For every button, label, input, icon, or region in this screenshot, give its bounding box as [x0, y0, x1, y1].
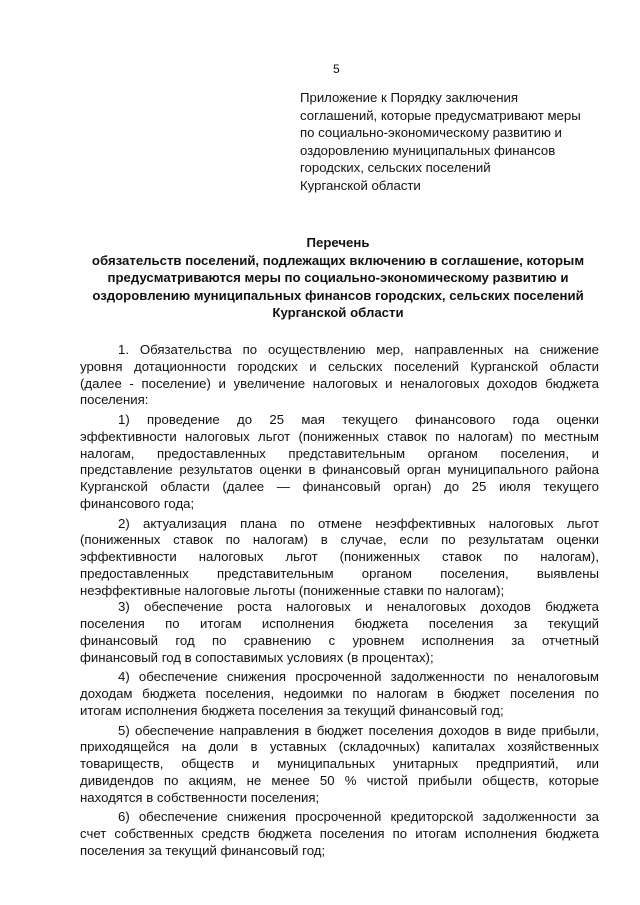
body-line: доходам бюджета поселения, недоимки по налогам в бюджет поселения по — [80, 686, 599, 701]
appendix-line: городских, сельских поселений — [300, 160, 491, 176]
body-line: финансовый год в сопоставимых условиях (в процентах); — [80, 649, 434, 665]
body-line: находятся в собственности поселения; — [80, 789, 320, 805]
appendix-line: Приложение к Порядку заключения — [300, 90, 519, 105]
title-line: предусматриваются меры по социально-экономическому развитию и — [107, 270, 569, 286]
appendix-line: соглашений, которые предусматривают меры — [300, 107, 581, 123]
body-line: финансовый год по сравнению с уровнем исполнения за отчетный — [80, 632, 599, 648]
body-line: неэффективные налоговые льготы (пониженные ставки по налогам); — [80, 582, 505, 598]
body-line: представление результатов оценки в финансовый орган муниципального района — [80, 462, 599, 478]
title-line: обязательств поселений, подлежащих включению в соглашение, которым — [91, 252, 585, 268]
body-line: 6) обеспечение снижения просроченной кредиторской задолженности за — [118, 809, 599, 825]
body-line: уровня дотационности городских и сельских поселений Курганской области — [80, 358, 599, 374]
body-line: 5) обеспечение направления в бюджет поселения доходов в виде прибыли, — [118, 722, 599, 738]
body-line: поселения по итогам исполнения бюджета поселения за текущий — [80, 616, 599, 631]
title-line: оздоровлению муниципальных финансов городских, сельских поселений — [92, 287, 584, 303]
body-line: (пониженных ставок по налогам) в случае, если по результатам оценки — [80, 532, 599, 548]
body-line: финансового года; — [80, 495, 195, 511]
body-line: налогам, предоставленных представительным органом поселения, и — [80, 445, 599, 461]
body-line: 4) обеспечение снижения просроченной задолженности по неналоговым — [118, 669, 599, 685]
body-line: эффективности налоговых льгот (пониженных ставок по налогам), — [80, 549, 599, 564]
appendix-line: по социально-экономическому развитию и — [300, 125, 562, 141]
body-line: поселения: — [80, 392, 149, 408]
appendix-line: оздоровлению муниципальных финансов — [300, 142, 556, 158]
body-line: 2) актуализация плана по отмене неэффективных налоговых льгот — [118, 515, 599, 531]
document-body — [80, 342, 599, 860]
body-line: итогам исполнения бюджета поселения за текущий финансовый год; — [80, 702, 504, 718]
appendix-note — [300, 89, 600, 195]
body-line: дивидендов по акциям, не менее 50 % чистой прибыли обществ, которые — [80, 772, 599, 788]
title-line: Перечень — [306, 235, 370, 250]
appendix-line: Курганской области — [300, 177, 421, 193]
title-line: Курганской области — [272, 305, 404, 321]
body-line: 3) обеспечение роста налоговых и неналоговых доходов бюджета — [118, 599, 599, 615]
body-line: поселения за текущий финансовый год; — [80, 842, 326, 858]
body-line: предоставленных представительным органом поселения, выявлены — [80, 565, 599, 581]
body-line: товариществ, обществ и муниципальных унитарных предприятий, или — [80, 756, 599, 771]
body-line: Курганской области (далее — финансовый орган) до 25 июля текущего — [80, 479, 599, 494]
body-line: эффективности налоговых льгот (пониженных ставок по налогам) по местным — [80, 428, 599, 444]
body-line: 1. Обязательства по осуществлению мер, направленных на снижение — [118, 342, 599, 357]
body-line: приходящейся на доли в уставных (складочных) капиталах хозяйственных — [80, 739, 599, 755]
page-number: 5 — [333, 62, 340, 76]
body-line: счет собственных средств бюджета поселения по итогам исполнения бюджета — [80, 826, 599, 841]
document-title — [60, 234, 616, 322]
body-line: (далее - поселение) и увеличение налоговых и неналоговых доходов бюджета — [80, 375, 599, 391]
body-line: 1) проведение до 25 мая текущего финансового года оценки — [118, 412, 599, 427]
